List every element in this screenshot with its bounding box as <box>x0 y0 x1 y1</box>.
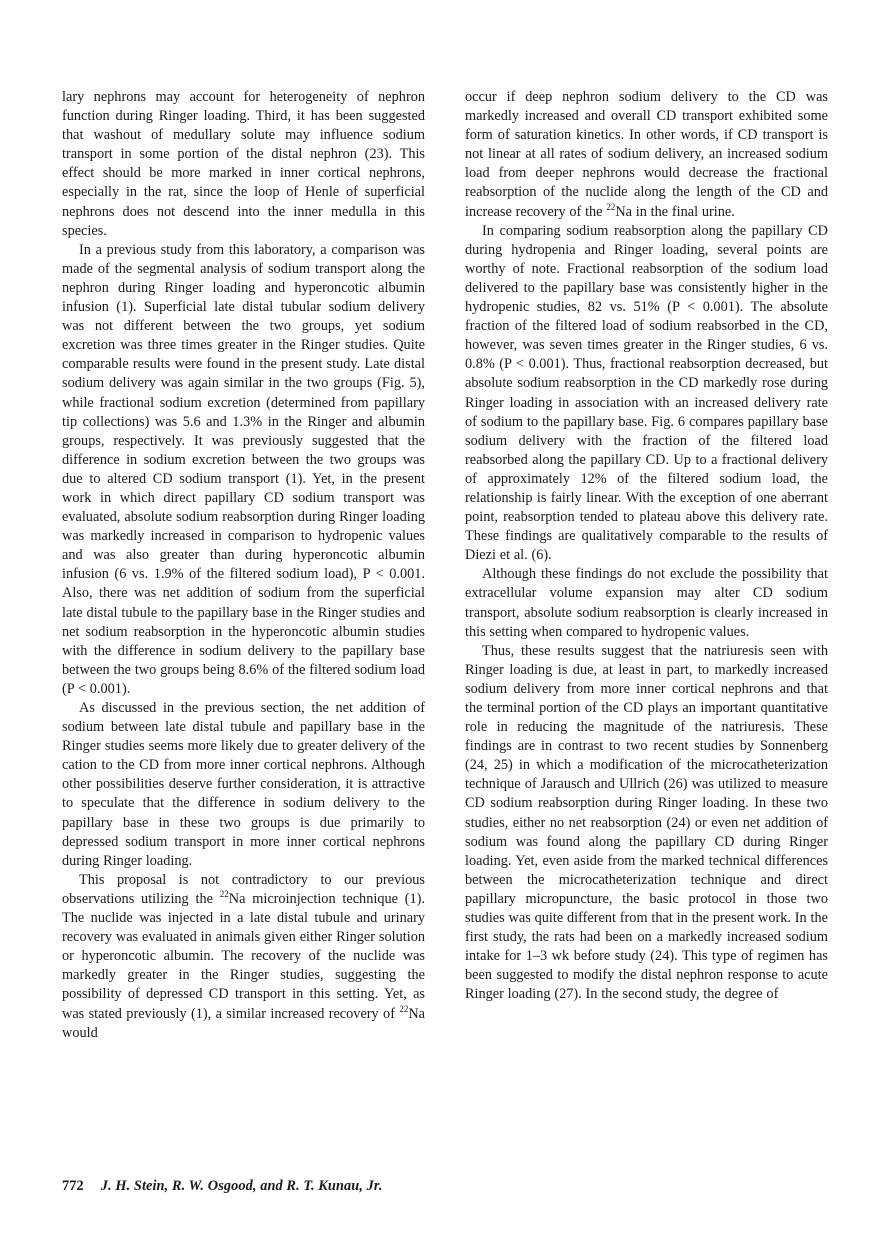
paragraph: Thus, these results suggest that the natriuresis seen with Ringer loading is due, at least in part, to markedly increased sodium delivery from more inner cortical nephrons and that the terminal portion of the CD plays an important quantitative role in reducing the magnitude of the natriuresis. These findings are in contrast to two recent studies by Sonnenberg (24, 25) in which a modification of the microcatheterization technique of Jarausch and Ullrich (26) was utilized to measure CD sodium reabsorption during Ringer loading. In these two studies, either no net reabsorption (24) or even net addition of sodium was found along the papillary CD during Ringer loading. Yet, even aside from the marked technical differences between the microcatheterization technique and direct papillary micropuncture, the basic protocol in those two studies was quite different from that in the present work. In the first study, the rats had been on a markedly increased sodium intake for 1–3 wk before study (24). This type of regimen has been suggested to modify the distal nephron response to acute Ringer loading (27). In the second study, the degree of <box>465 642 828 1003</box>
paragraph: This proposal is not contradictory to our previous observations utilizing the $^{22}$Na microinjection technique (1). The nuclide was injected in a late distal tubule and urinary recovery was evaluated in animals given either Ringer solution or hyperoncotic albumin. The recovery of the nuclide was markedly greater in the Ringer studies, suggesting the possibility of depressed CD transport in this setting. Yet, as was stated previously (1), a similar increased recovery of $^{22}$Na would <box>62 871 425 1041</box>
two-column-body <box>62 88 828 1043</box>
paragraph: As discussed in the previous section, the net addition of sodium between late distal tubule and papillary base in the Ringer studies seems more likely due to greater delivery of the cation to the CD from more inner cortical nephrons. Although other possibilities deserve further consideration, it is attractive to speculate that the difference in sodium delivery to the papillary base in these two groups is due primarily to depressed sodium transport in more inner cortical nephrons during Ringer loading. <box>62 700 425 869</box>
paragraph: occur if deep nephron sodium delivery to the CD was markedly increased and overall CD transport exhibited some form of saturation kinetics. In other words, if CD transport is not linear at all rates of sodium delivery, an increased sodium load from deeper nephrons would decrease the fractional reabsorption of the nuclide along the length of the CD and increase recovery of the $^{22}$Na in the final urine. <box>465 89 828 220</box>
paragraph: Although these findings do not exclude the possibility that extracellular volume expansion may alter CD sodium transport, absolute sodium reabsorption is clearly increased in this setting when compared to hydropenic values. <box>465 566 828 640</box>
paragraph: In comparing sodium reabsorption along the papillary CD during hydropenia and Ringer loading, several points are worthy of note. Fractional reabsorption of the sodium load delivered to the papillary base was consistently higher in the hydropenic studies, 82 vs. 51% (P < 0.001). The absolute fraction of the filtered load of sodium reabsorbed in the CD, however, was seven times greater in the Ringer studies, 6 vs. 0.8% (P < 0.001). Thus, fractional reabsorption decreased, but absolute sodium reabsorption in the CD markedly rose during Ringer loading in association with an increased delivery rate of sodium to the papillary base. Fig. 6 compares papillary base sodium delivery with the fraction of the filtered load reabsorbed along the papillary CD. Up to a fractional delivery of approximately 12% of the filtered sodium load, the relationship is fairly linear. With the exception of one aberrant point, reabsorption tended to plateau above this delivery rate. These findings are qualitatively comparable to the results of Diezi et al. (6). <box>465 222 828 564</box>
left-column <box>62 88 425 1043</box>
page-footer <box>62 1178 382 1195</box>
footer-authors: J. H. Stein, R. W. Osgood, and R. T. Kunau, Jr. <box>100 1178 383 1194</box>
page-number: 772 <box>62 1178 84 1194</box>
right-column <box>465 88 828 1005</box>
paragraph: lary nephrons may account for heterogeneity of nephron function during Ringer loading. Third, it has been suggested that washout of medullary solute may influence sodium transport in some portion of the distal nephron (23). This effect should be more marked in inner cortical nephrons, especially in the rat, since the loop of Henle of superficial nephrons does not descend into the inner medulla in this species. <box>62 89 425 239</box>
paragraph: In a previous study from this laboratory, a comparison was made of the segmental analysis of sodium transport along the nephron during Ringer loading and hyperoncotic albumin infusion (1). Superficial late distal tubular sodium delivery was not different between the two groups, yet sodium excretion was three times greater in the Ringer studies. Quite comparable results were found in the present study. Late distal sodium delivery was again similar in the two groups (Fig. 5), while fractional sodium excretion (determined from papillary tip collections) was 5.6 and 1.3% in the Ringer and albumin groups, respectively. It was previously suggested that the difference in sodium excretion between the two groups was due to altered CD sodium transport (1). Yet, in the present work in which direct papillary CD sodium transport was evaluated, absolute sodium reabsorption during Ringer loading was markedly increased in comparison to hydropenic values and was also greater than during hyperoncotic albumin infusion (6 vs. 1.9% of the filtered sodium load), P < 0.001. Also, there was net addition of sodium from the superficial late distal tubule to the papillary base in the Ringer studies and net sodium reabsorption in the hyperoncotic albumin studies with the difference in sodium delivery to the papillary base between the two groups being 8.6% of the filtered sodium load (P < 0.001). <box>62 241 425 697</box>
